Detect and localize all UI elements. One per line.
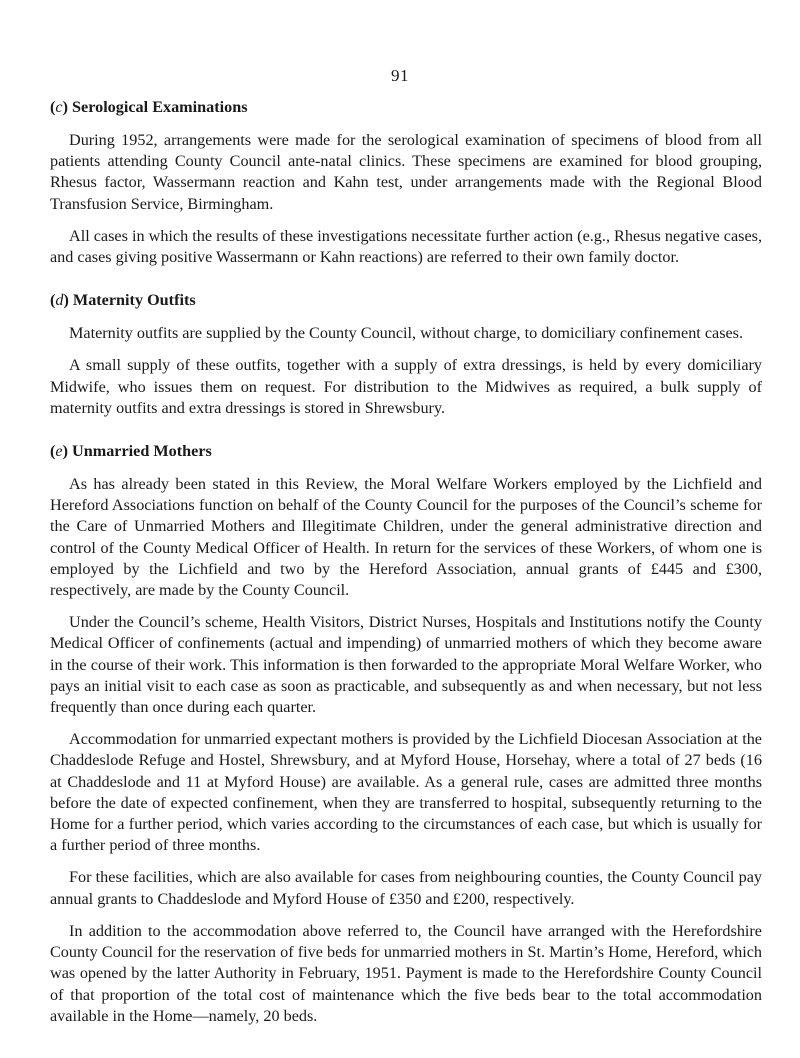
section-heading: (e) Unmarried Mothers <box>50 442 212 461</box>
section-heading: (d) Maternity Outfits <box>50 291 196 310</box>
paragraph: In addition to the accommodation above referred to, the Council have arranged with the Herefordshire County Council for the reservation of five beds for unmarried mothers in St. Martin’s Home, Hereford, which was opened by the latter Authority in February, 1951. Payment is made to the Herefordshire County Council of that proportion of the total cost of maintenance which the five beds bear to the total accommodation available in the Home—namely, 20 beds. <box>50 921 762 1025</box>
paragraph: Maternity outfits are supplied by the County Council, without charge, to domiciliary confinement cases. <box>69 324 744 343</box>
paragraph: All cases in which the results of these investigations necessitate further action (e.g., Rhesus negative cases, and cases giving positive Wassermann or Kahn reactions) are referred to their own family doctor. <box>50 226 762 267</box>
section-maternity-outfits <box>50 290 762 419</box>
section-letter: e <box>55 442 63 461</box>
section-letter: d <box>55 291 64 310</box>
section-heading: (c) Serological Examinations <box>50 98 248 116</box>
section-letter: c <box>55 98 63 116</box>
paragraph: During 1952, arrangements were made for the serological examination of specimens of blood from all patients attending County Council ante-natal clinics. These specimens are examined for blood grouping, Rhesus factor, Wassermann reaction and Kahn test, under arrangements made with the Regional Blood Transfusion Service, Birmingham. <box>50 131 762 213</box>
paragraph: Accommodation for unmarried expectant mothers is provided by the Lichfield Diocesan Association at the Chaddeslode Refuge and Hostel, Shrewsbury, and at Myford House, Horsehay, where a total of 27 beds (16 at Chaddeslode and 11 at Myford House) are available. As a general rule, cases are admitted three months before the date of expected confinement, when they are transferred to hospital, subsequently returning to the Home for a further period, which varies according to the circumstances of each case, but which is usually for a further period of three months. <box>50 730 762 855</box>
paragraph: Under the Council’s scheme, Health Visitors, District Nurses, Hospitals and Institutions notify the County Medical Officer of confinements (actual and impending) of unmarried mothers of which they become aware in the course of their work. This information is then forwarded to the appropriate Moral Welfare Worker, who pays an initial visit to each case as soon as practicable, and subsequently as and when necessary, but not less frequently than once during each quarter. <box>50 613 762 717</box>
paragraph: As has already been stated in this Review, the Moral Welfare Workers employed by the Lichfield and Hereford Associations function on behalf of the County Council for the purposes of the Council’s scheme for the Care of Unmarried Mothers and Illegitimate Children, under the general administrative direction and control of the County Medical Officer of Health. In return for the services of these Workers, of whom one is employed by the Lichfield and two by the Hereford Association, annual grants of £445 and £300, respectively, are made by the County Council. <box>50 475 762 600</box>
paragraph: For these facilities, which are also available for cases from neighbouring counties, the County Council pay annual grants to Chaddeslode and Myford House of £350 and £200, respectively. <box>50 868 762 908</box>
page-content <box>50 97 762 1049</box>
section-title: Unmarried Mothers <box>72 442 212 461</box>
page-number: 91 <box>391 66 409 85</box>
section-unmarried-mothers <box>50 441 762 1027</box>
section-title: Serological Examinations <box>72 98 248 116</box>
section-title: Maternity Outfits <box>72 291 196 310</box>
section-serological-examinations <box>50 97 762 268</box>
paragraph: A small supply of these outfits, together with a supply of extra dressings, is held by every domiciliary Midwife, who issues them on request. For distribution to the Midwives as required, a bulk supply of maternity outfits and extra dressings is stored in Shrewsbury. <box>50 356 762 417</box>
